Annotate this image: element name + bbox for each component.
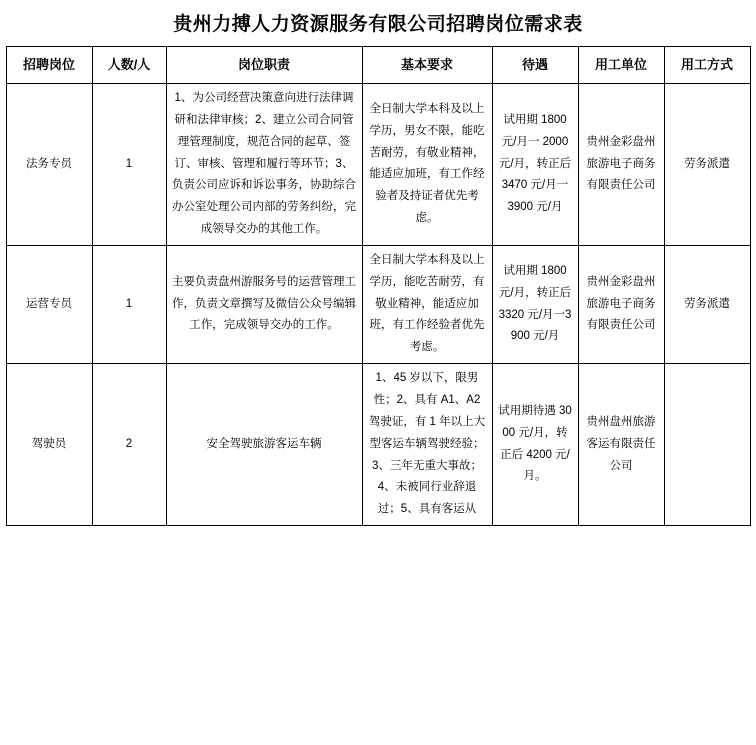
cell-requirement: 全日制大学本科及以上学历，男女不限，能吃苦耐劳，有敬业精神，能适应加班，有工作经验者及持证者优先考虑。 (362, 84, 492, 246)
cell-duty: 1、为公司经营决策意向进行法律调研和法律审核；2、建立公司合同管理管理制度，规范合同的起草、签订、审核、管理和履行等环节；3、负责公司应诉和诉讼事务，协助综合办公室处理公司内部的劳务纠纷，完成领导交办的其他工作。 (166, 84, 362, 246)
column-header-requirement: 基本要求 (362, 47, 492, 84)
cell-count: 1 (92, 245, 166, 363)
column-header-employment-type: 用工方式 (664, 47, 750, 84)
cell-requirement: 1、45 岁以下，限男性；2、具有 A1、A2 驾驶证，有 1 年以上大型客运车辆驾驶经验；3、三年无重大事故；4、未被同行业辞退过；5、具有客运从 (362, 364, 492, 526)
cell-unit: 贵州盘州旅游客运有限责任公司 (578, 364, 664, 526)
cell-employment-type (664, 364, 750, 526)
cell-post: 驾驶员 (6, 364, 92, 526)
table-row (6, 245, 750, 363)
recruitment-requirements-table (6, 46, 751, 526)
table-row (6, 364, 750, 526)
cell-count: 2 (92, 364, 166, 526)
cell-pay: 试用期待遇 3000 元/月，转正后 4200 元/月。 (492, 364, 578, 526)
cell-pay: 试用期 1800 元/月一 2000 元/月，转正后 3470 元/月一 3900 元/月 (492, 84, 578, 246)
cell-pay: 试用期 1800 元/月，转正后 3320 元/月一3900 元/月 (492, 245, 578, 363)
cell-employment-type: 劳务派遣 (664, 84, 750, 246)
column-header-unit: 用工单位 (578, 47, 664, 84)
cell-post: 法务专员 (6, 84, 92, 246)
cell-requirement: 全日制大学本科及以上学历，能吃苦耐劳，有敬业精神，能适应加班，有工作经验者优先考虑。 (362, 245, 492, 363)
document-page (0, 9, 756, 745)
cell-count: 1 (92, 84, 166, 246)
cell-employment-type: 劳务派遣 (664, 245, 750, 363)
cell-unit: 贵州金彩盘州旅游电子商务有限责任公司 (578, 245, 664, 363)
table-header-row (6, 47, 750, 84)
cell-post: 运营专员 (6, 245, 92, 363)
column-header-count: 人数/人 (92, 47, 166, 84)
table-row (6, 84, 750, 246)
page-title: 贵州力搏人力资源服务有限公司招聘岗位需求表 (173, 14, 583, 35)
cell-duty: 安全驾驶旅游客运车辆 (166, 364, 362, 526)
column-header-duty: 岗位职责 (166, 47, 362, 84)
column-header-post: 招聘岗位 (6, 47, 92, 84)
column-header-pay: 待遇 (492, 47, 578, 84)
cell-duty: 主要负责盘州游服务号的运营管理工作，负责文章撰写及微信公众号编辑工作，完成领导交办的工作。 (166, 245, 362, 363)
cell-unit: 贵州金彩盘州旅游电子商务有限责任公司 (578, 84, 664, 246)
